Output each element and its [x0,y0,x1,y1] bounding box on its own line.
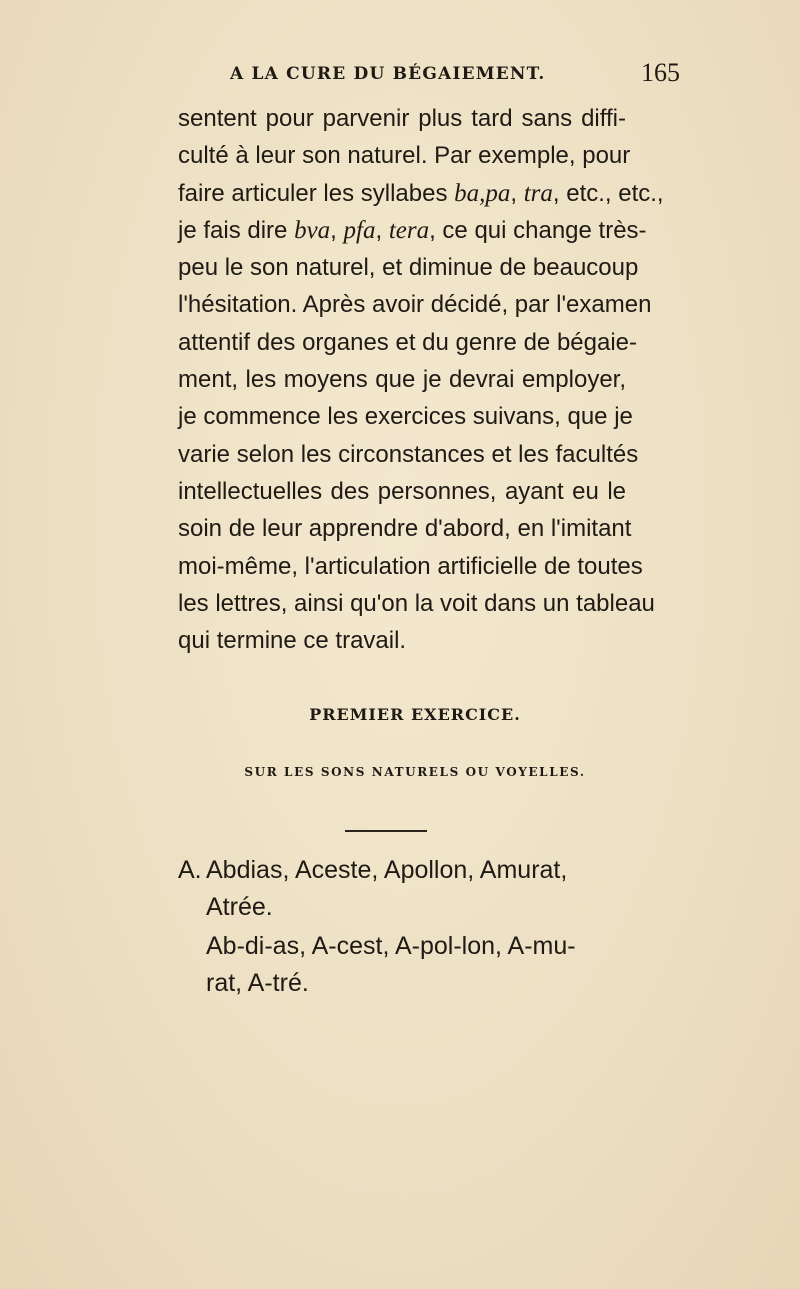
text-line [178,137,631,174]
body-paragraph [178,100,664,659]
text-line [178,249,639,286]
text-segment: peu le son naturel, et diminue de beaucoup [178,254,639,282]
entry-names [206,852,636,926]
text-line [178,585,655,622]
text-line [178,100,626,137]
text-line [178,398,633,435]
italic-syllables: tera [388,216,430,244]
syllables-line: rat, A-tré. [206,969,309,997]
running-title: A LA CURE DU BÉGAIEMENT. [230,64,546,84]
text-segment: , [375,216,389,244]
text-segment: intellectuelles des personnes, ayant eu le [178,477,626,505]
text-segment: faire articuler les syllabes [178,179,455,207]
italic-syllables: bva [294,216,331,244]
text-segment: culté à leur son naturel. Par exemple, pour [178,142,631,170]
entry-syllables [206,928,636,1002]
text-segment: , [330,216,344,244]
text-segment: les lettres, ainsi qu'on la voit dans un tableau [178,589,655,617]
text-segment: l'hésitation. Après avoir décidé, par l'examen [178,291,652,319]
text-line [178,286,652,323]
section-title: PREMIER EXERCICE. [309,705,521,724]
text-line [178,324,637,361]
text-segment: , etc., etc., [552,179,664,207]
italic-syllables: ba,pa [454,179,511,207]
text-segment: moi-même, l'articulation artificielle de toutes [178,552,643,580]
text-segment: , ce qui change très- [429,216,647,244]
italic-syllables: tra [523,179,553,207]
text-line [178,473,626,510]
section-subtitle: SUR LES SONS NATURELS OU VOYELLES. [244,765,586,779]
text-line [178,622,626,659]
page-header [150,58,680,90]
entry-letter: A. [178,856,202,884]
text-segment: , [510,179,524,207]
page-number: 165 [641,58,680,87]
text-segment: attentif des organes et du genre de bégaie- [178,328,637,356]
text-segment: soin de leur apprendre d'abord, en l'imitant [178,515,632,543]
text-line [178,436,639,473]
text-segment: ment, les moyens que je devrai employer, [178,366,626,394]
names-line: Atrée. [206,893,273,921]
text-line [178,361,626,398]
text-segment: qui termine ce travail. [178,627,407,655]
section-divider [345,830,427,832]
text-segment: je fais dire [178,216,295,244]
text-segment: je commence les exercices suivans, que je [178,403,633,431]
text-segment: sentent pour parvenir plus tard sans diffi- [178,105,626,132]
text-line [178,175,664,212]
text-line [178,212,647,249]
names-line: Abdias, Aceste, Apollon, Amurat, [206,856,568,884]
text-segment: varie selon les circonstances et les facultés [178,440,639,468]
text-line [178,548,643,585]
text-line [178,510,632,547]
syllables-line: Ab-di-as, A-cest, A-pol-lon, A-mu- [206,932,576,960]
italic-syllables: pfa [343,216,376,244]
